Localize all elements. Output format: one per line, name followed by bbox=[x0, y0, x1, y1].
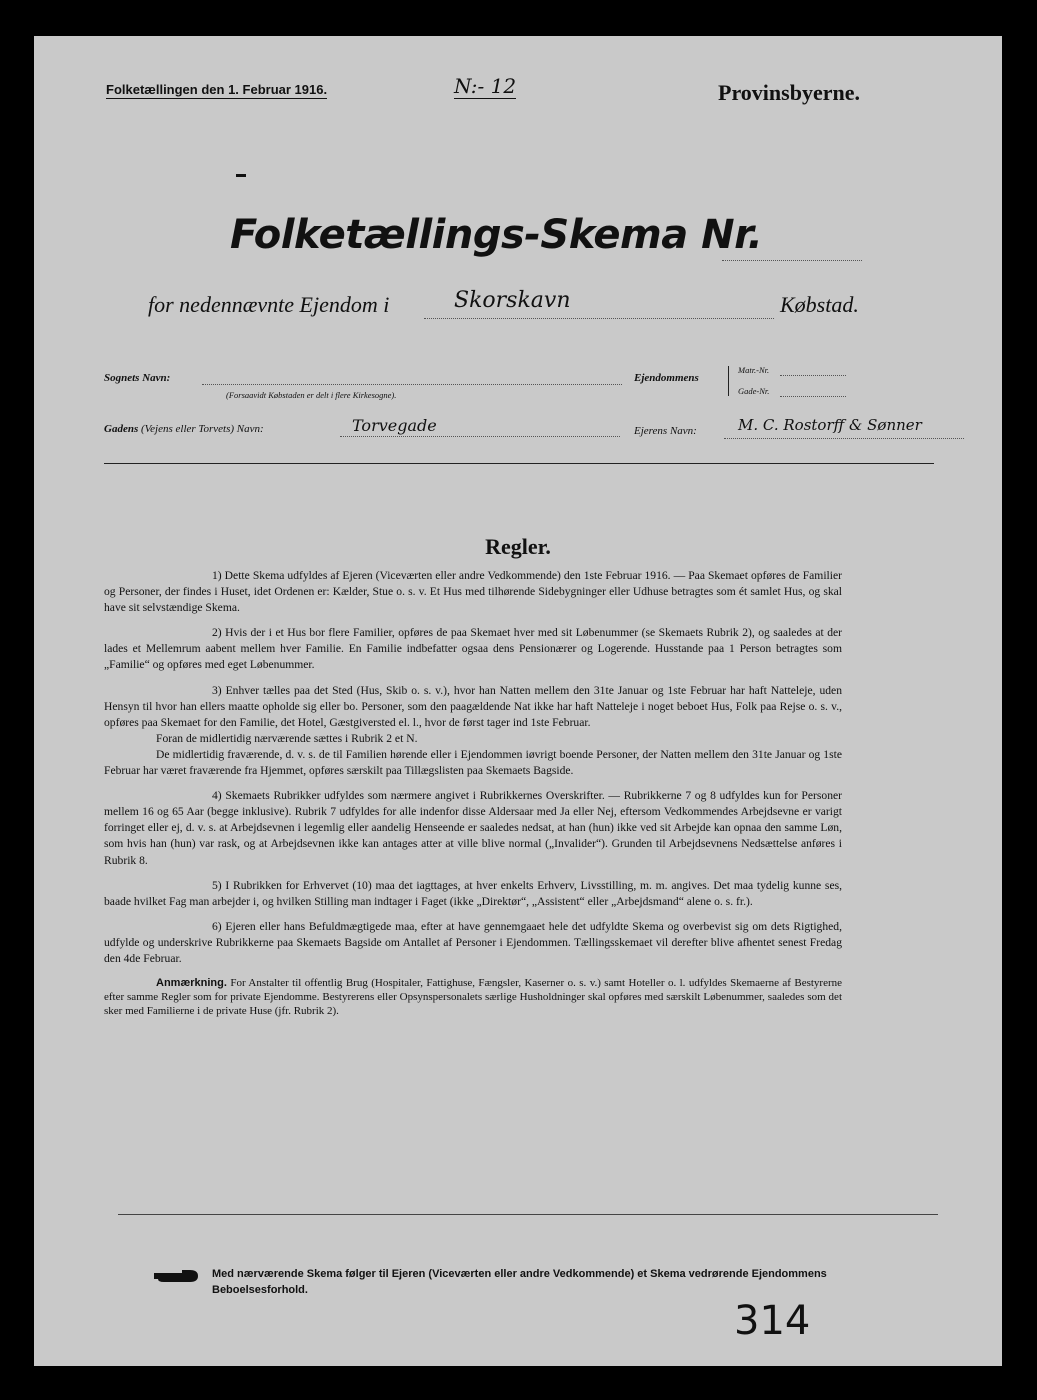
parish-note: (Forsaavidt Købstaden er delt i flere Kirkesogne). bbox=[226, 390, 397, 400]
form-title: Folketællings-Skema Nr. bbox=[230, 212, 763, 258]
matr-nr-line bbox=[780, 375, 846, 376]
handwritten-page-number: 314 bbox=[734, 1298, 811, 1344]
gade-nr-label: Gade-Nr. bbox=[738, 386, 770, 396]
rules-body bbox=[104, 568, 842, 1027]
footer-rule bbox=[118, 1214, 938, 1215]
subtitle-suffix: Købstad. bbox=[780, 292, 859, 317]
street-value-handwritten: Torvegade bbox=[352, 416, 437, 435]
property-brace bbox=[728, 366, 730, 396]
street-label-bold: Gadens bbox=[104, 423, 139, 435]
rule-4: 4) Skemaets Rubrikker udfyldes som nærmere angivet i Rubrikkernes Overskrifter. — Rubrikkerne 7 og 8 udfyldes kun for Personer mellem 16 og 65 Aar (begge inklusive). Rubrik 7 udfyldes for alle indenfor disse Aldersaar med Ja eller Nej, eftersom Vedkommendes Arbejdsevne er varigt forringet eller ej, d. v. s. at Arbejdsevnen i legemlig eller aandelig Henseende er saaledes nedsat, at han (hun) ikke ved sit Arbejde kan opnaa den samme Løn, som hvis han (hun) var rask, og at Arbejdsevnen ikke kan antages atter at ville blive normal („Invalider“). Grunden til Arbejdsevnens Nedsættelse anføres i Rubrik 8. bbox=[104, 789, 842, 867]
property-label: Ejendommens bbox=[634, 372, 699, 384]
rule-5: 5) I Rubrikken for Erhvervet (10) maa det iagttages, at hver enkelts Erhverv, Livsstilling, m. m. angives. Det maa tydelig kunne ses, baade hvilket Fag man arbejder i, og hvilken Stilling man indtager i Faget (ikke „Direktør“, „Assistent“ eller „Arbejdsmand“ alene o. s. fr.). bbox=[104, 878, 842, 908]
subtitle-town-line bbox=[424, 318, 774, 319]
title-number-line bbox=[722, 260, 862, 261]
section-rule bbox=[104, 463, 934, 464]
owner-value-handwritten: M. C. Rostorff & Sønner bbox=[738, 416, 922, 434]
owner-line bbox=[724, 438, 964, 439]
header-form-number: N:- 12 bbox=[454, 74, 517, 98]
street-label bbox=[104, 423, 264, 435]
remark-label: Anmærkning. bbox=[156, 977, 227, 990]
header-census-date: Folketællingen den 1. Februar 1916. bbox=[106, 82, 328, 97]
rule-1: 1) Dette Skema udfyldes af Ejeren (Viceværten eller andre Vedkommende) den 1ste Februar 1916. — Paa Skemaet opføres de Familier og Personer, der findes i Huset, idet Ordenen er: Kælder, Stue o. s. v. Et Hus med tilhørende Sidebygninger eller Udhuse betragtes som ét samlet Hus, og skal have sit selvstændige Skema. bbox=[104, 569, 842, 615]
matr-nr-label: Matr.-Nr. bbox=[738, 365, 770, 375]
header-region: Provinsbyerne. bbox=[718, 80, 860, 105]
rules-heading: Regler. bbox=[485, 534, 551, 559]
rule-6: 6) Ejeren eller hans Befuldmægtigede maa, efter at have gennemgaaet hele det udfyldte Skema og overbevist sig om dets Rigtighed, udfylde og underskrive Rubrikkerne paa Skemaets Bagside om Antallet af Personer i Ejendommen. Tællingsskemaet vil derefter blive afhentet senest Fredag den 4de Februar. bbox=[104, 919, 842, 965]
footer-note: Med nærværende Skema følger til Ejeren (Viceværten eller andre Vedkommende) et Skema vedrørende Ejendommens Beboelsesforhold. bbox=[212, 1268, 827, 1296]
street-line bbox=[340, 436, 620, 437]
parish-line bbox=[202, 384, 622, 385]
rule-3: 3) Enhver tælles paa det Sted (Hus, Skib o. s. v.), hvor han Natten mellem den 31te Januar og 1ste Februar har haft Natteleje, uden Hensyn til hvor han ellers maatte opholde sig eller bo. Personer, som den paagældende Nat ikke har haft Natteleje i noget beboet Hus, Folk paa Rejse o. s. v., opføres paa Skemaet for den Familie, det Hotel, Gæstgiversted el. l., hvor de først tager ind 1ste Februar. bbox=[104, 683, 842, 729]
gade-nr-line bbox=[780, 396, 846, 397]
pointing-hand-icon bbox=[152, 1268, 202, 1289]
street-label-rest: (Vejens eller Torvets) Navn: bbox=[140, 423, 264, 435]
subtitle-town-handwritten: Skorskavn bbox=[454, 288, 571, 313]
census-form-page bbox=[34, 36, 1002, 1366]
remark-paragraph bbox=[104, 976, 842, 1018]
subtitle-prefix: for nedennævnte Ejendom i bbox=[148, 292, 390, 317]
parish-label: Sognets Navn: bbox=[104, 372, 171, 384]
remark-text: For Anstalter til offentlig Brug (Hospitaler, Fattighuse, Fængsler, Kaserner o. s. v.) samt Hoteller o. l. udfyldes Skemaerne af Bestyrerne efter samme Regler som for private Ejendomme. Bestyrerens eller Opsynspersonalets særlige Husholdninger skal opføres med særskilt Løbenummer, saaledes som det sker med Familierne i de private Huse (jfr. Rubrik 2). bbox=[104, 977, 843, 1018]
owner-label: Ejerens Navn: bbox=[634, 425, 697, 437]
rule-3-note-present: Foran de midlertidig nærværende sættes i Rubrik 2 et N. bbox=[156, 731, 418, 745]
dash-mark bbox=[236, 174, 246, 177]
rule-3-note-absent: De midlertidig fraværende, d. v. s. de til Familien hørende eller i Ejendommen iøvrigt boende Personer, der Natten mellem den 31te Januar og 1ste Februar har været fraværende fra Hjemmet, opføres særskilt paa Tillægslisten paa Skemaets Bagside. bbox=[104, 747, 842, 778]
rule-2: 2) Hvis der i et Hus bor flere Familier, opføres de paa Skemaet hver med sit Løbenummer (se Skemaets Rubrik 2), og saaledes at der lades et Mellemrum aabent mellem hver Familie. En Familie indbefatter ogsaa dens Pensionærer og Logerende. Husstande paa 1 Person betragtes som „Familie“ og opføres med eget Løbenummer. bbox=[104, 626, 842, 672]
